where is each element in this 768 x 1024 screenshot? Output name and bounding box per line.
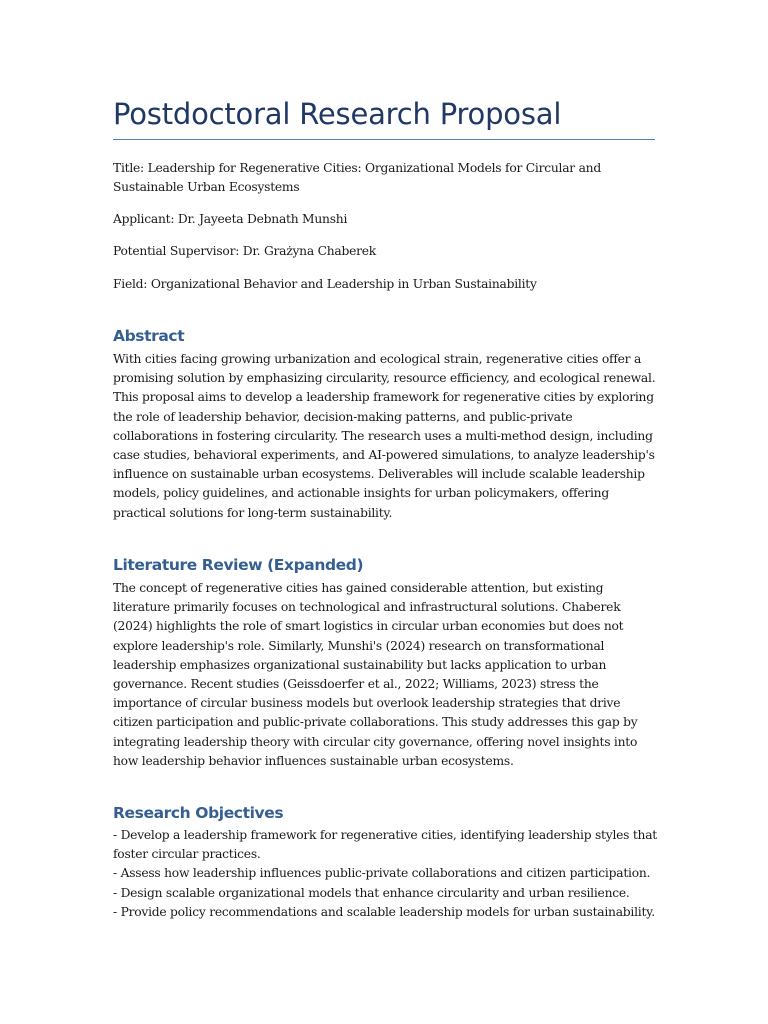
literature-review-body: The concept of regenerative cities has gained considerable attention, but existing literature primarily focuses on technological and infrastructural solutions. Chaberek (2024) highlights the role of smart logistics in circular urban economies but does not explore leadership's role. Similarly, Munshi's (2024) research on transformational leadership emphasizes organizational sustainability but lacks application to urban governance. Recent studies (Geissdoerfer et al., 2022; Williams, 2023) stress the importance of circular business models but overlook leadership strategies that drive citizen participation and public-private collaborations. This study addresses this gap by integrating leadership theory with circular city governance, offering novel insights into how leadership behavior influences sustainable urban ecosystems. — [113, 581, 638, 768]
research-objectives-list — [113, 826, 658, 922]
abstract-heading: Abstract — [113, 327, 185, 345]
objective-item: - Provide policy recommendations and scalable leadership models for urban sustainability. — [113, 904, 655, 919]
objective-item: - Design scalable organizational models that enhance circularity and urban resilience. — [113, 885, 630, 900]
research-objectives-heading: Research Objectives — [113, 804, 284, 822]
literature-review-heading: Literature Review (Expanded) — [113, 556, 364, 574]
field-line: Field: Organizational Behavior and Leadership in Urban Sustainability — [113, 277, 537, 291]
title-underline-rule — [113, 139, 655, 140]
proposal-title-line: Title: Leadership for Regenerative Cities: Organizational Models for Circular and Sustainable Urban Ecosystems — [113, 161, 601, 195]
abstract-body: With cities facing growing urbanization and ecological strain, regenerative cities offer a promising solution by emphasizing circularity, resource efficiency, and ecological renewal. This proposal aims to develop a leadership framework for regenerative cities by exploring the role of leadership behavior, decision-making patterns, and public-private collaborations in fostering circularity. The research uses a multi-method design, including case studies, behavioral experiments, and AI-powered simulations, to analyze leadership's influence on sustainable urban ecosystems. Deliverables will include scalable leadership models, policy guidelines, and actionable insights for urban policymakers, offering practical solutions for long-term sustainability. — [113, 352, 656, 520]
supervisor-line: Potential Supervisor: Dr. Grażyna Chaberek — [113, 244, 376, 258]
objective-item: - Develop a leadership framework for regenerative cities, identifying leadership styles that foster circular practices. — [113, 828, 658, 862]
applicant-line: Applicant: Dr. Jayeeta Debnath Munshi — [113, 212, 348, 226]
page-title: Postdoctoral Research Proposal — [113, 97, 562, 131]
objective-item: - Assess how leadership influences public-private collaborations and citizen participation. — [113, 866, 651, 881]
